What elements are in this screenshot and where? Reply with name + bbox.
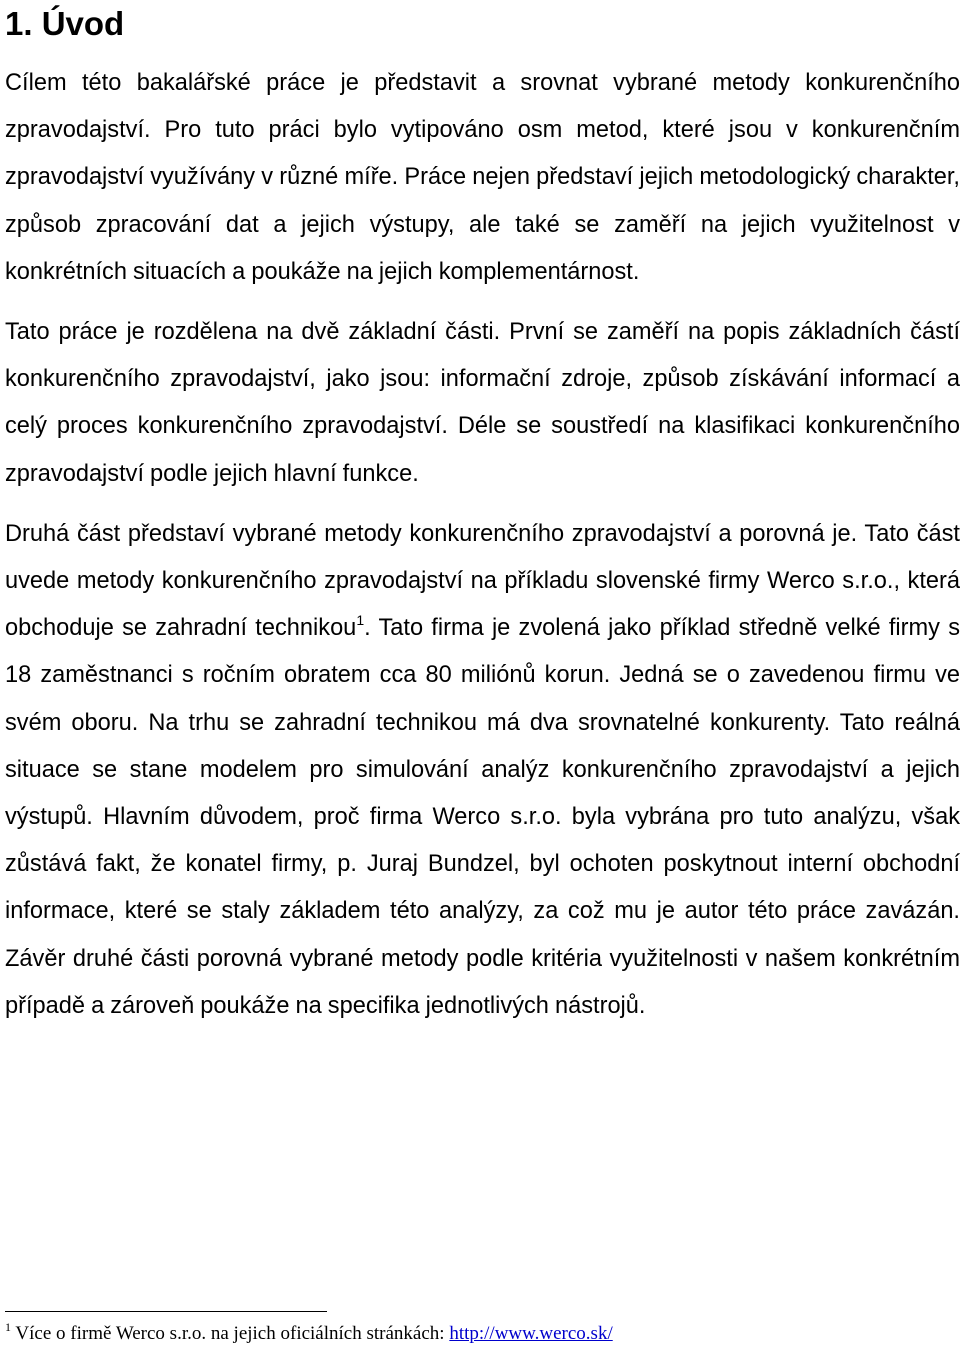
- footnote-separator: [5, 1311, 327, 1312]
- footnote: [5, 1322, 613, 1346]
- second-part-paragraph: [5, 511, 960, 1030]
- structure-paragraph: Tato práce je rozdělena na dvě základní části. První se zaměří na popis základních částí konkurenčního zpravodajství, jako jsou: informační zdroje, způsob získávání informací a celý proces konkurenčního zpravodajství. Déle se soustředí na klasifikaci konkurenčního zpravodajství podle jejich hlavní funkce.: [5, 319, 960, 487]
- footnote-link[interactable]: http://www.werco.sk/: [449, 1323, 613, 1344]
- second-part-text-before: Druhá část představí vybrané metody konkurenčního zpravodajství a porovná je. Tato část uvede metody konkurenčního zpravodajství na příkladu slovenské firmy Werco s.r.o., která obchoduje se zahradní technikou: [5, 520, 960, 642]
- second-part-text-after: . Tato firma je zvolená jako příklad středně velké firmy s 18 zaměstnanci s ročním obratem cca 80 miliónů korun. Jedná se o zavedenou firmu ve svém oboru. Na trhu se zahradní technikou má dva srovnatelné konkurenty. Tato reálná situace se stane modelem pro simulování analýz konkurenčního zpravodajství a jejich výstupů. Hlavním důvodem, proč firma Werco s.r.o. byla vybrána pro tuto analýzu, však zůstává fakt, že konatel firmy, p. Juraj Bundzel, byl ochoten poskytnout interní obchodní informace, které se staly základem této analýzy, za což mu je autor této práce zavázán. Závěr druhé části porovná vybrané metody podle kritéria využitelnosti v našem konkrétním případě a zároveň poukáže na specifika jednotlivých nástrojů.: [5, 615, 960, 1019]
- chapter-heading: 1. Úvod: [5, 5, 125, 42]
- footnote-mark: 1: [5, 1320, 11, 1334]
- footnote-reference[interactable]: 1: [356, 612, 365, 629]
- footnote-text: Více o firmě Werco s.r.o. na jejich oficiálních stránkách:: [11, 1323, 450, 1344]
- intro-paragraph: Cílem této bakalářské práce je představit a srovnat vybrané metody konkurenčního zpravodajství. Pro tuto práci bylo vytipováno osm metod, které jsou v konkurenčním zpravodajství využívány v různé míře. Práce nejen představí jejich metodologický charakter, způsob zpracování dat a jejich výstupy, ale také se zaměří na jejich využitelnost v konkrétních situacích a poukáže na jejich komplementárnost.: [5, 70, 960, 285]
- document-page: [5, 0, 960, 1030]
